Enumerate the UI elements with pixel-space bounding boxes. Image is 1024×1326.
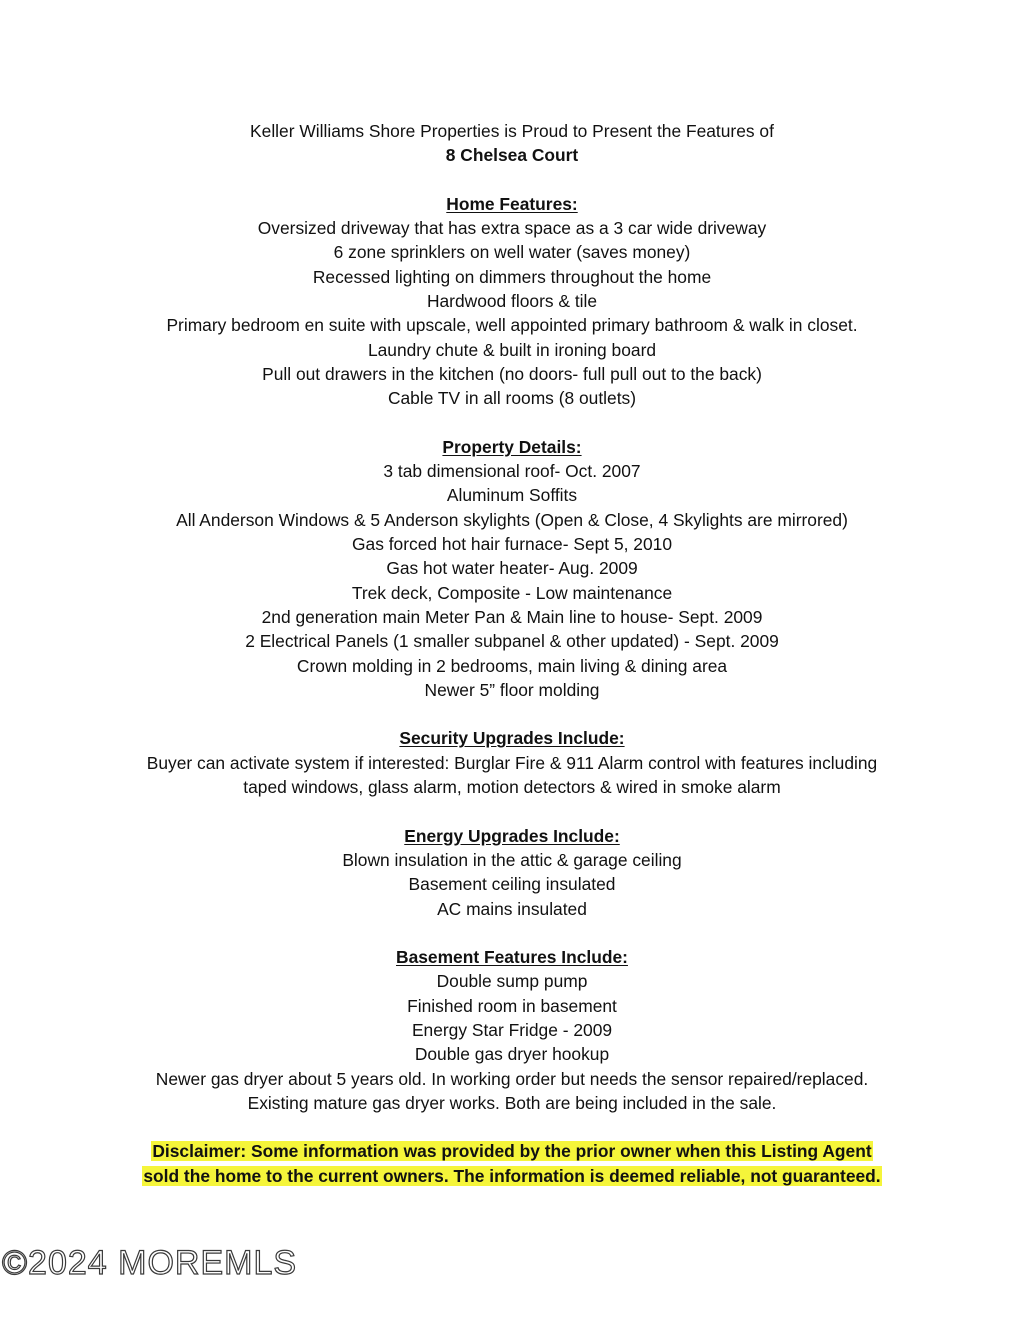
section-heading-energy-upgrades: Energy Upgrades Include: bbox=[404, 825, 620, 846]
list-item: Trek deck, Composite - Low maintenance bbox=[351, 582, 673, 603]
section-heading-property-details: Property Details: bbox=[442, 436, 582, 457]
list-item: Double sump pump bbox=[436, 971, 588, 992]
disclaimer-line-1: Disclaimer: Some information was provided by the prior owner when this Listing Agent bbox=[152, 1141, 872, 1162]
list-item: Gas hot water heater- Aug. 2009 bbox=[386, 558, 638, 579]
list-item: AC mains insulated bbox=[437, 898, 587, 919]
section-heading-basement-features: Basement Features Include: bbox=[396, 947, 628, 968]
list-item: Hardwood floors & tile bbox=[426, 291, 598, 312]
list-item: Finished room in basement bbox=[407, 995, 617, 1016]
list-item: Buyer can activate system if interested: Burglar Fire & 911 Alarm control with features including bbox=[146, 752, 878, 773]
section-heading-home-features: Home Features: bbox=[446, 193, 578, 214]
list-item: 3 tab dimensional roof- Oct. 2007 bbox=[383, 461, 641, 482]
list-item: Recessed lighting on dimmers throughout the home bbox=[312, 266, 712, 287]
list-item: Oversized driveway that has extra space as a 3 car wide driveway bbox=[257, 218, 767, 239]
list-item: Double gas dryer hookup bbox=[414, 1044, 610, 1065]
list-item: Primary bedroom en suite with upscale, well appointed primary bathroom & walk in closet. bbox=[166, 315, 858, 336]
disclaimer-line-2: sold the home to the current owners. The information is deemed reliable, not guaranteed. bbox=[143, 1165, 881, 1186]
list-item: Newer gas dryer about 5 years old. In working order but needs the sensor repaired/replaced. bbox=[155, 1068, 869, 1089]
list-item: 2nd generation main Meter Pan & Main line to house- Sept. 2009 bbox=[261, 606, 763, 627]
section-heading-security-upgrades: Security Upgrades Include: bbox=[399, 728, 625, 749]
list-item: Pull out drawers in the kitchen (no doors- full pull out to the back) bbox=[262, 363, 762, 384]
list-item: All Anderson Windows & 5 Anderson skylights (Open & Close, 4 Skylights are mirrored) bbox=[176, 509, 848, 530]
list-item: Energy Star Fridge - 2009 bbox=[411, 1019, 613, 1040]
list-item: taped windows, glass alarm, motion detectors & wired in smoke alarm bbox=[243, 777, 781, 798]
list-item: Gas forced hot hair furnace- Sept 5, 2010 bbox=[352, 534, 672, 555]
list-item: Cable TV in all rooms (8 outlets) bbox=[387, 388, 637, 409]
list-item: 6 zone sprinklers on well water (saves money) bbox=[333, 242, 691, 263]
list-item: Newer 5” floor molding bbox=[424, 679, 600, 700]
list-item: Blown insulation in the attic & garage ceiling bbox=[342, 849, 682, 870]
list-item: Basement ceiling insulated bbox=[408, 874, 616, 895]
list-item: Crown molding in 2 bedrooms, main living & dining area bbox=[296, 655, 728, 676]
list-item: Aluminum Soffits bbox=[446, 485, 578, 506]
copyright-watermark: ©2024 MOREMLS bbox=[2, 1244, 298, 1282]
list-item: Existing mature gas dryer works. Both are being included in the sale. bbox=[247, 1092, 777, 1113]
property-address: 8 Chelsea Court bbox=[445, 145, 579, 166]
list-item: Laundry chute & built in ironing board bbox=[367, 339, 657, 360]
list-item: 2 Electrical Panels (1 smaller subpanel & other updated) - Sept. 2009 bbox=[245, 631, 779, 652]
intro-line: Keller Williams Shore Properties is Proud to Present the Features of bbox=[250, 121, 774, 141]
features-document bbox=[0, 119, 1024, 1188]
